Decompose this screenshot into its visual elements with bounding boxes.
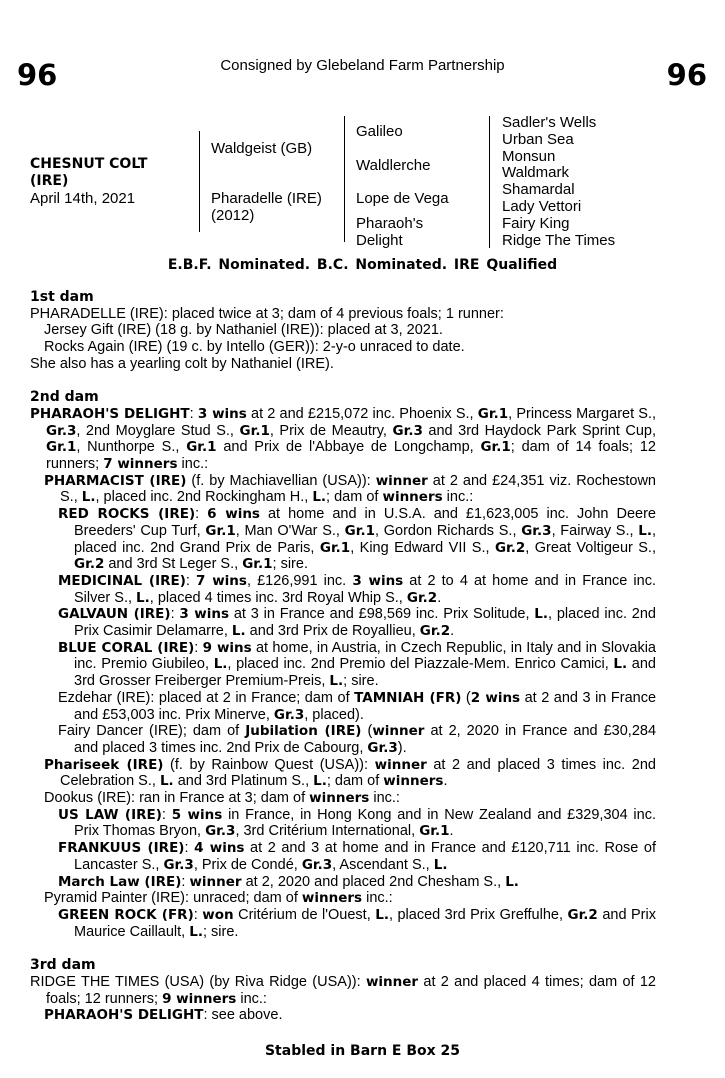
pedigree-bracket-3 [489, 116, 490, 248]
first-dam-foal: Rocks Again (IRE) (19 c. by Intello (GER)): 2-y-o unraced to date. [44, 339, 465, 356]
first-dam-foal: Jersey Gift (IRE) (18 g. by Nathaniel (IRE)): placed at 3, 2021. [44, 322, 443, 339]
produce-entry: March Law (IRE): winner at 2, 2020 and placed 2nd Chesham S., L. [58, 873, 519, 890]
produce-entry: PHARAOH'S DELIGHT: see above. [44, 1007, 283, 1024]
produce-entry: US LAW (IRE): 5 wins in France, in Hong Kong and in New Zealand and £329,304 inc. Prix Thomas Bryon, Gr.3, 3rd Critérium International, Gr.1. [58, 806, 656, 840]
foaling-date: April 14th, 2021 [30, 190, 136, 207]
produce-entry: PHARMACIST (IRE) (f. by Machiavellian (USA)): winner at 2 and £24,351 viz. Rochestown S., L., placed inc. 2nd Rockingham H., L.; dam of winners inc.: [44, 472, 656, 506]
g3-ancestor: Ridge The Times [502, 231, 616, 249]
produce-entry: GREEN ROCK (FR): won Critérium de l'Ouest, L., placed 3rd Prix Greffulhe, Gr.2 and Prix Maurice Caillault, L.; sire. [58, 907, 656, 940]
dam-name: Pharadelle (IRE) [211, 190, 322, 207]
pedigree-bracket-2 [344, 116, 345, 242]
produce-entry: Pyramid Painter (IRE): unraced; dam of winners inc.: [44, 890, 393, 907]
g3-ancestor: Waldmark [502, 164, 569, 182]
second-dam-heading: 2nd dam [30, 389, 99, 406]
consignor: Consigned by Glebeland Farm Partnership [220, 57, 505, 74]
produce-entry: Ezdehar (IRE): placed at 2 in France; dam of TAMNIAH (FR) (2 wins at 2 and 3 in France and £53,003 inc. Prix Minerve, Gr.3, placed). [58, 689, 657, 723]
nominations: E.B.F. Nominated. B.C. Nominated. IRE Qualified [167, 257, 558, 273]
third-generation [502, 115, 615, 249]
produce-entry: GALVAUN (IRE): 3 wins at 3 in France and £98,569 inc. Prix Solitude, L., placed inc. 2nd Prix Casimir Delamarre, L. and 3rd Prix de Royallieu, Gr.2. [58, 606, 656, 640]
third-dam-heading: 3rd dam [30, 957, 96, 974]
g3-ancestor: Fairy King [502, 214, 570, 232]
stabling-footer: Stabled in Barn E Box 25 [264, 1043, 461, 1059]
lot-number-left: 96 [17, 58, 58, 92]
horse-description [30, 156, 147, 207]
sire-sire: Galileo [356, 123, 403, 140]
produce-entry: FRANKUUS (IRE): 4 wins at 2 and 3 at home and in France and £120,711 inc. Rose of Lancaster S., Gr.3, Prix de Condé, Gr.3, Ascendant S., L. [58, 840, 656, 873]
produce-entry: BLUE CORAL (IRE): 9 wins at home, in Austria, in Czech Republic, in Italy and in Slovakia inc. Premio Giubileo, L., placed inc. 2nd Premio del Piazzale-Mem. Enrico Camici, L. and 3rd Grosser Freiberger Premium-Preis, L.; sire. [58, 639, 656, 690]
g3-ancestor: Sadler's Wells [502, 114, 597, 131]
produce-entry: Dookus (IRE): ran in France at 3; dam of winners inc.: [44, 790, 400, 807]
produce-entry: Fairy Dancer (IRE); dam of Jubilation (IRE) (winner at 2, 2020 in France and £30,284 and placed 3 times inc. 2nd Prix de Cabourg, Gr.3). [58, 723, 657, 756]
dam-dam-line2: Delight [356, 232, 403, 249]
first-dam-summary: PHARADELLE (IRE): placed twice at 3; dam of 4 previous foals; 1 runner: [30, 305, 504, 322]
third-dam-entry: RIDGE THE TIMES (USA) (by Riva Ridge (USA)): winner at 2 and placed 4 times; dam of 12 foals; 12 runners; 9 winners inc.: [30, 973, 657, 1007]
produce-entry: Phariseek (IRE) (f. by Rainbow Quest (USA)): winner at 2 and placed 3 times inc. 2nd Celebration S., L. and 3rd Platinum S., L.; dam of winners. [44, 756, 656, 790]
first-dam-also: She also has a yearling colt by Nathaniel (IRE). [30, 355, 334, 372]
dam-sire: Lope de Vega [356, 190, 449, 207]
first-dam-heading: 1st dam [30, 289, 94, 305]
g3-ancestor: Monsun [502, 147, 556, 165]
dam-dam [356, 215, 423, 249]
horse-origin: (IRE) [30, 173, 69, 189]
horse-sex-colour: CHESNUT COLT [30, 156, 148, 172]
second-dam-entry: PHARAOH'S DELIGHT: 3 wins at 2 and £215,072 inc. Phoenix S., Gr.1, Princess Margaret S., Gr.3, 2nd Moyglare Stud S., Gr.1, Prix de Meautry, Gr.3 and 3rd Haydock Park Sprint Cup, Gr.1, Nunthorpe S., Gr.1 and Prix de l'Abbaye de Longchamp, Gr.1; dam of 14 foals; 12 runners; 7 winners inc.: [30, 405, 657, 473]
catalogue-body [30, 289, 656, 1024]
g3-ancestor: Lady Vettori [502, 197, 582, 215]
lot-number-right: 96 [666, 58, 707, 92]
g3-ancestor: Shamardal [502, 181, 575, 199]
pedigree-bracket-1 [199, 131, 200, 232]
produce-entry: MEDICINAL (IRE): 7 wins, £126,991 inc. 3 wins at 2 to 4 at home and in France inc. Silver S., L., placed 4 times inc. 3rd Royal Whip S., Gr.2. [58, 572, 656, 606]
dam-dam-line1: Pharaoh's [356, 215, 424, 232]
sire: Waldgeist (GB) [211, 140, 313, 157]
sire-dam: Waldlerche [356, 157, 431, 174]
g3-ancestor: Urban Sea [502, 130, 574, 148]
produce-entry: RED ROCKS (IRE): 6 wins at home and in U.S.A. and £1,623,005 inc. John Deere Breeders' Cup Turf, Gr.1, Man O'War S., Gr.1, Gordon Richards S., Gr.3, Fairway S., L., placed inc. 2nd Grand Prix de Paris, Gr.1, King Edward VII S., Gr.2, Great Voltigeur S., Gr.2 and 3rd St Leger S., Gr.1; sire. [58, 506, 657, 573]
dam [211, 190, 322, 224]
dam-year: (2012) [211, 207, 255, 224]
